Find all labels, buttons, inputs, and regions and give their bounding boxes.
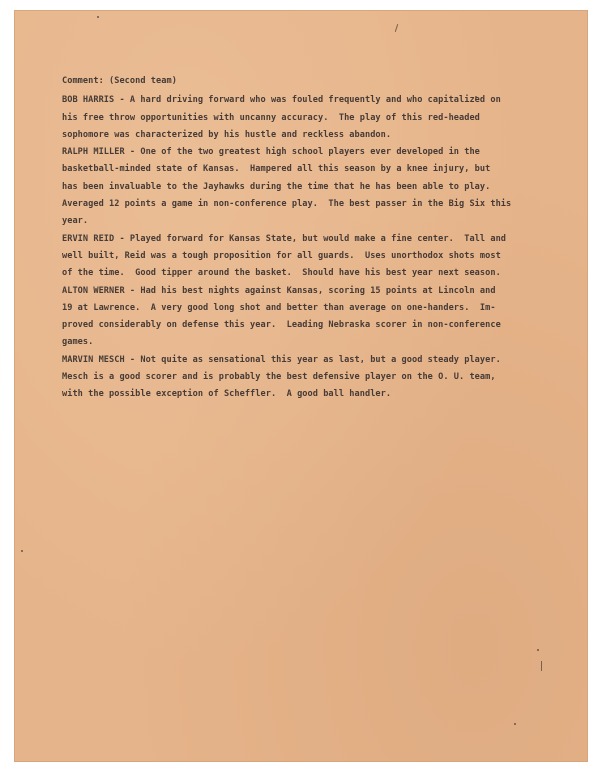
text-line: games. [62,337,94,348]
text-line: RALPH MILLER - One of the two greatest high school players ever developed in the [62,147,480,158]
text-line: basketball-minded state of Kansas. Hampered all this season by a knee injury, but [62,164,491,175]
comment-heading: Comment: (Second team) [62,76,177,86]
paper-speck [21,550,23,552]
text-line: ERVIN REID - Played forward for Kansas State, but would make a fine center. Tall and [62,233,507,244]
pencil-mark [395,24,398,32]
paper-speck [514,723,516,725]
text-line: with the possible exception of Scheffler. A good ball handler. [62,389,392,400]
text-line: has been invaluable to the Jayhawks during the time that he has been able to play. [62,181,491,192]
pencil-mark [541,661,542,671]
text-line: of the time. Good tipper around the basket. Should have his best year next season. [62,268,501,279]
text-line: BOB HARRIS - A hard driving forward who was fouled frequently and who capitalized on [62,95,501,106]
typed-text-block [62,73,562,404]
text-line: 19 at Lawrence. A very good long shot and better than average on one-handers. Im- [62,302,496,313]
text-line: ALTON WERNER - Had his best nights against Kansas, scoring 15 points at Lincoln and [62,285,496,296]
paper-speck [537,649,539,651]
text-line: year. [62,216,89,227]
text-line: proved considerably on defense this year. Leading Nebraska scorer in non-conference [62,320,501,331]
text-line: Mesch is a good scorer and is probably the best defensive player on the O. U. team, [62,372,496,383]
text-line: sophomore was characterized by his hustle and reckless abandon. [62,129,392,140]
text-line: well built, Reid was a tough proposition for all guards. Uses unorthodox shots most [62,250,501,261]
text-line: MARVIN MESCH - Not quite as sensational this year as last, but a good steady player. [62,354,501,365]
paper-speck [97,16,99,18]
text-line: his free throw opportunities with uncanny accuracy. The play of this red-headed [62,112,480,123]
text-line: Averaged 12 points a game in non-conference play. The best passer in the Big Six this [62,199,512,210]
